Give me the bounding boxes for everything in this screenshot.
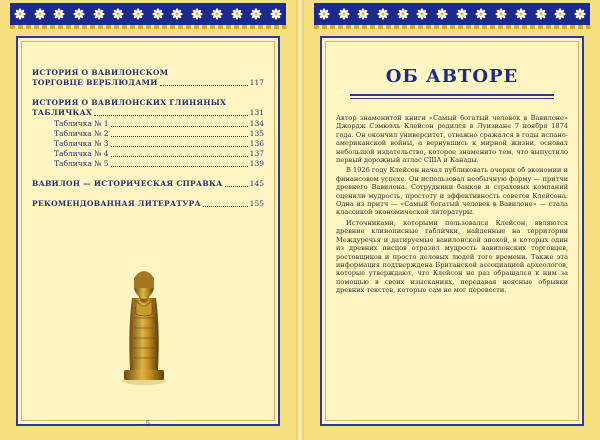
toc-page-number: 139 (249, 159, 264, 168)
leader-dots (203, 206, 248, 207)
toc-entry-recommended-reading[interactable] (32, 199, 264, 209)
leader-dots (94, 115, 248, 116)
rosette-icon (171, 8, 183, 20)
rosette-icon (14, 8, 26, 20)
page-number: — 5 — (136, 420, 160, 428)
rosette-icon (73, 8, 85, 20)
rosette-icon (456, 8, 468, 20)
rosette-icon (53, 8, 65, 20)
toc-entry-title-line: ТОРГОВЦЕ ВЕРБЛЮДАМИ (32, 78, 158, 87)
section-heading: ОБ АВТОРЕ (385, 66, 519, 87)
book-gutter (296, 0, 304, 440)
toc-page-number: 117 (249, 78, 264, 87)
toc-entry-camel-trader[interactable] (32, 68, 264, 88)
rosette-icon (250, 8, 262, 20)
toc-page-number: 135 (249, 129, 264, 138)
rosette-icon (495, 8, 507, 20)
toc-subentry-tablet-4[interactable] (54, 149, 264, 159)
toc-page-number: 155 (249, 199, 264, 208)
leader-dots (111, 166, 248, 167)
paragraph: Источниками, которыми пользовался Клейсон, являются древние клинописные таблички, найденные на территории Междуречья и датируемые вавилонской эпохой, в которых один из древних писцов отразил мудрость вавилонских торговцев, ростовщиков и просто деловых людей того времени. Также эта информация подтверждена Британской ассоциацией археологов, которые утверждают, что Клейсон не раз обращался к ним за помощью в своих изысканиях, передавая неясные обрывки древних текстов, которые сам не мог перевести. (336, 218, 568, 295)
toc-subentry-tablet-2[interactable] (54, 129, 264, 139)
rosette-icon (357, 8, 369, 20)
leader-dots (225, 186, 248, 187)
toc-entry-title-line: ТАБЛИЧКАХ (32, 108, 93, 117)
rosette-icon (515, 8, 527, 20)
rosette-icon (397, 8, 409, 20)
rosette-icon (416, 8, 428, 20)
paragraph: В 1926 году Клейсон начал публиковать очерки об экономии и финансовом успехе. Он использовал необычную форму — притчи древнего Вавилона. Сотрудники банков и страховых компаний оценили мудрость, простоту и эффективность советов Клейсона. Одна из притч — «Самый богатый человек в Вавилоне» — стала классикой экономической литературы. (336, 166, 568, 217)
toc-entry-babylon-history[interactable] (32, 179, 264, 189)
toc-entry-title-line: ИСТОРИЯ О ВАВИЛОНСКОМ (32, 68, 169, 77)
heading-rule (350, 98, 554, 99)
toc-entry-clay-tablets[interactable] (32, 98, 264, 169)
rosette-icon (554, 8, 566, 20)
toc-subentry-title: Табличка № 1 (54, 119, 109, 128)
toc-subentry-title: Табличка № 5 (54, 159, 109, 168)
paragraph: Автор знаменитой книги «Самый богатый человек в Вавилоне» Джордж Сэмюэль Клейсон родился в Луизиане 7 ноября 1874 года. Он окончил университет, отважно сражался в годы испано-американской войны, а вернувшись к мирной жизни, основал небольшой издательство, которое знаменито тем, что выпустило первый дорожный атлас США и Канады. (336, 114, 568, 165)
rosette-icon (191, 8, 203, 20)
leader-dots (111, 156, 248, 157)
about-author-text (336, 114, 568, 297)
toc-subentries (32, 119, 264, 169)
rosette-icon (231, 8, 243, 20)
toc-page-number: 145 (249, 179, 264, 188)
toc-subentry-title: Табличка № 2 (54, 129, 109, 138)
rosette-icon (112, 8, 124, 20)
leader-dots (111, 146, 248, 147)
rosette-icon (132, 8, 144, 20)
rosette-icon (211, 8, 223, 20)
right-page (304, 0, 600, 440)
toc-subentry-title: Табличка № 3 (54, 139, 109, 148)
rosette-icon (436, 8, 448, 20)
leader-dots (111, 136, 248, 137)
golden-babylonian-statue-icon (114, 258, 174, 386)
rosette-icon (475, 8, 487, 20)
toc-subentry-tablet-5[interactable] (54, 159, 264, 169)
decorative-frieze (314, 3, 590, 33)
rosette-icon (270, 8, 282, 20)
heading-rule (350, 94, 554, 96)
page-frame (16, 36, 280, 426)
rosette-icon (535, 8, 547, 20)
left-page (0, 0, 296, 440)
toc-page-number: 136 (249, 139, 264, 148)
decorative-frieze (10, 3, 286, 33)
rosette-icon (377, 8, 389, 20)
toc-subentry-title: Табличка № 4 (54, 149, 109, 158)
rosette-icon (338, 8, 350, 20)
leader-dots (160, 85, 248, 86)
rosette-icon (152, 8, 164, 20)
toc-entry-title-line: РЕКОМЕНДОВАННАЯ ЛИТЕРАТУРА (32, 199, 201, 208)
toc-subentry-tablet-1[interactable] (54, 119, 264, 129)
leader-dots (111, 126, 248, 127)
rosette-icon (34, 8, 46, 20)
toc-entry-title-line: ВАВИЛОН — ИСТОРИЧЕСКАЯ СПРАВКА (32, 179, 223, 188)
table-of-contents (32, 68, 264, 219)
rosette-icon (574, 8, 586, 20)
rosette-icon (318, 8, 330, 20)
toc-entry-title-line: ИСТОРИЯ О ВАВИЛОНСКИХ ГЛИНЯНЫХ (32, 98, 227, 107)
rosette-icon (93, 8, 105, 20)
toc-page-number: 137 (249, 149, 264, 158)
page-frame (320, 36, 584, 426)
toc-subentry-tablet-3[interactable] (54, 139, 264, 149)
toc-page-number: 134 (249, 119, 264, 128)
toc-page-number: 131 (249, 108, 264, 117)
